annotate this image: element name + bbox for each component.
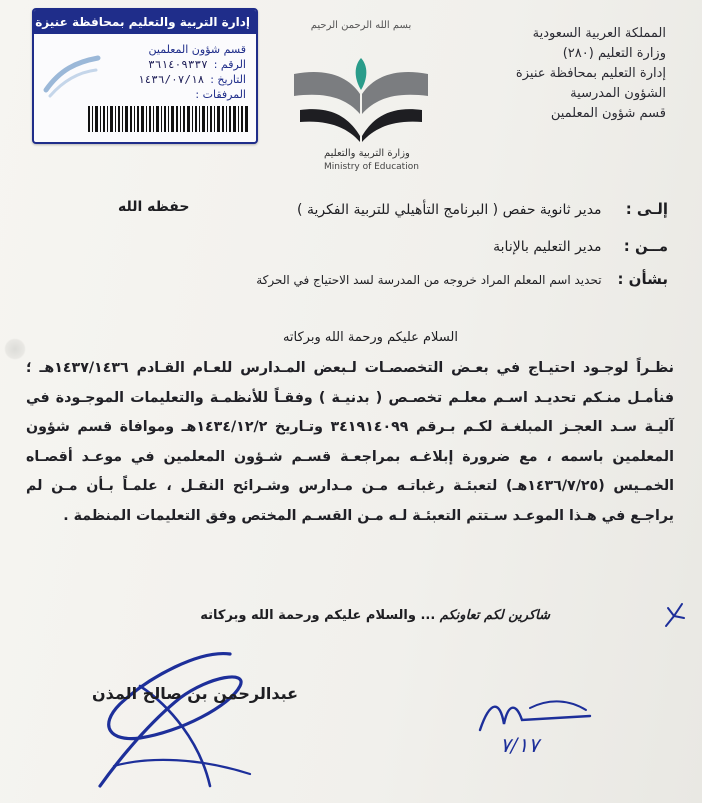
- stamp-title: إدارة التربية والتعليم بمحافظة عنيزة: [34, 10, 256, 34]
- header-line: قسم شؤون المعلمين: [550, 106, 666, 121]
- barcode-icon: [88, 106, 248, 132]
- from-value: مدير التعليم بالإنابة: [493, 239, 602, 255]
- subject-label: بشأن :: [617, 270, 668, 288]
- from-label: مــن :: [623, 237, 668, 255]
- closing-line: [200, 608, 550, 623]
- stamp-number-label: الرقم :: [213, 58, 246, 71]
- header-line: وزارة التعليم (٢٨٠): [562, 46, 666, 61]
- closing-thanks: شاكرين لكم تعاونكم: [439, 608, 550, 623]
- header-line: المملكة العربية السعودية: [532, 26, 666, 41]
- logo-arabic-text: وزارة التربية والتعليم: [324, 148, 410, 159]
- signature-icon: [80, 646, 260, 796]
- basmala-text: بسم الله الرحمن الرحيم: [310, 20, 412, 31]
- to-value: مدير ثانوية حفص ( البرنامج التأهيلي للتربية الفكرية ): [297, 202, 602, 218]
- letter-body: نظـراً لوجـود احتيـاج في بعـض التخصصـات لـبعض المـدارس للعـام القـادم ١٤٣٧/١٤٣٦هـ ؛ فنأمـل منـكم تحديـد اسـم معلـم تخصـص ( بدنيـة ) وفقـاً للأنظمـة والتعليمات الموجـودة في آليـة سـد العجـز المبلغـة لكـم بـرقم ٣٤١٩١٤٠٩٩ وتـاريخ ١٤٣٤/١٢/٢هـ وموافاة قسم شؤون المعلمين باسمه ، مع ضرورة إبلاغـه بمراجعـة قسـم شـؤون المعلمين في موعـد أقصـاه الخمـيس (١٤٣٦/٧/٢٥هـ) لتعبئـة رغباتـه مـن مـدارس وشـرائح النقـل ، علمـاً بـأن مـن لم يراجـع في هـذا الموعـد سـتتم التعبئـة لـه مـن القسـم المختص وفق التعليمات المنظمة .: [26, 360, 675, 524]
- margin-doodle-icon: [660, 596, 690, 632]
- header-line: إدارة التعليم بمحافظة عنيزة: [515, 66, 666, 81]
- closing-sep: ...: [415, 608, 440, 623]
- greeting: السلام عليكم ورحمة الله وبركاته: [282, 330, 458, 345]
- stamp-attachments-label: المرفقات :: [195, 88, 246, 101]
- header-line: الشؤون المدرسية: [570, 86, 666, 101]
- ministry-logo: [272, 20, 442, 172]
- handwritten-date: ٧/١٧: [500, 733, 539, 757]
- stamp-date-label: التاريخ :: [210, 73, 246, 86]
- signer-name: عبدالرحمن بن صالح المذن: [92, 684, 299, 703]
- incoming-stamp: [32, 8, 258, 144]
- stamp-date-value: ١٤٣٦/٠٧/١٨: [138, 73, 205, 86]
- paper-fold-mark: [4, 338, 26, 360]
- subject-value: تحديد اسم المعلم المراد خروجه من المدرسة لسد الاحتياج في الحركة: [256, 273, 602, 287]
- ministry-header: [466, 24, 666, 124]
- subject-line: [68, 270, 668, 288]
- honorific: حفظه الله: [118, 199, 190, 215]
- from-line: [68, 237, 668, 255]
- open-book-icon: [286, 54, 436, 146]
- stamp-number-value: ٣٦١٤٠٩٣٣٧: [148, 58, 208, 71]
- stamp-department: قسم شؤون المعلمين: [148, 43, 246, 56]
- to-label: إلـى :: [625, 200, 668, 218]
- logo-english-text: Ministry of Education: [324, 162, 419, 172]
- closing-salam: والسلام عليكم ورحمة الله وبركاته: [200, 608, 416, 623]
